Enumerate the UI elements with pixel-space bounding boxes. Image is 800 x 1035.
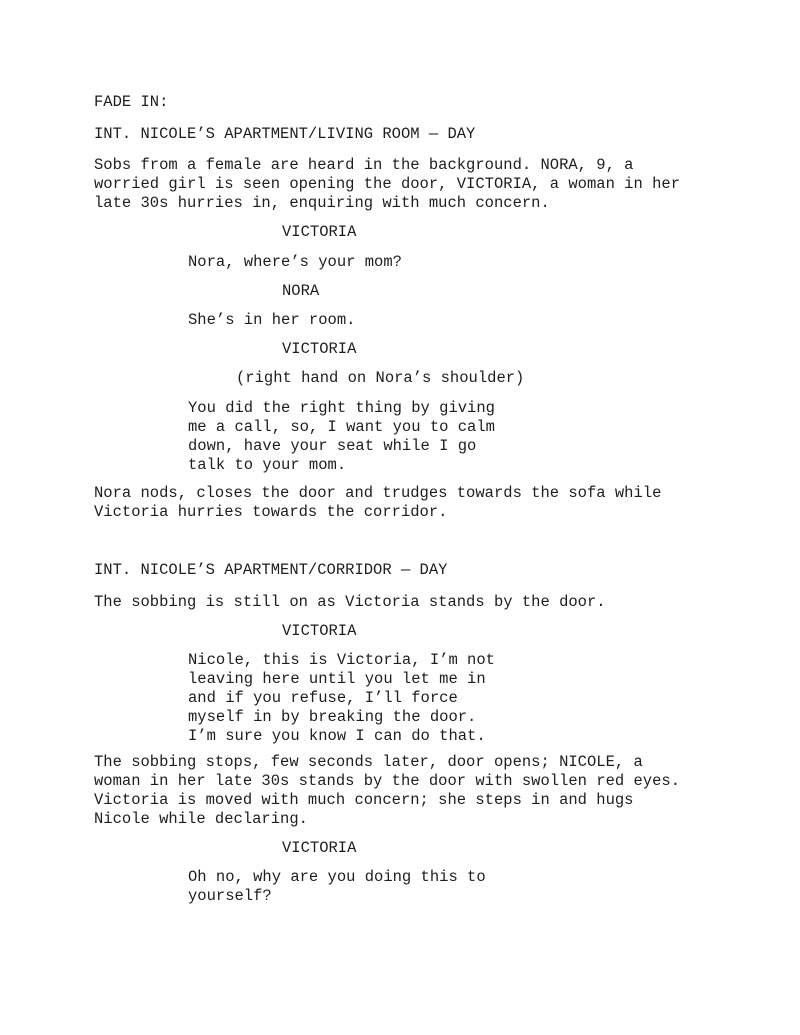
text-line: myself in by breaking the door. xyxy=(188,708,477,726)
text-line: You did the right thing by giving xyxy=(188,399,495,417)
text-line: Nora nods, closes the door and trudges towards the sofa while xyxy=(94,484,662,502)
action-block xyxy=(94,156,680,213)
parenthetical: (right hand on Nora’s shoulder) xyxy=(236,369,525,387)
dialogue-block xyxy=(188,868,486,906)
character-name: NORA xyxy=(282,282,320,300)
text-line: She’s in her room. xyxy=(188,311,356,329)
scene-heading-corridor: INT. NICOLE’S APARTMENT/CORRIDOR — DAY xyxy=(94,561,448,579)
dialogue-block xyxy=(188,253,402,272)
dialogue-block xyxy=(188,311,355,330)
text-line: Nicole, this is Victoria, I’m not xyxy=(188,651,495,669)
text-line: me a call, so, I want you to calm xyxy=(188,418,495,436)
text-line: Victoria is moved with much concern; she steps in and hugs xyxy=(94,791,634,809)
text-line: Nicole while declaring. xyxy=(94,810,308,828)
dialogue-block xyxy=(188,399,495,475)
text-line: leaving here until you let me in xyxy=(188,670,486,688)
text-line: woman in her late 30s stands by the door with swollen red eyes. xyxy=(94,772,680,790)
text-line: down, have your seat while I go xyxy=(188,437,477,455)
character-name: VICTORIA xyxy=(282,839,357,857)
action-block xyxy=(94,484,661,522)
scene-heading-living-room: INT. NICOLE’S APARTMENT/LIVING ROOM — DAY xyxy=(94,125,476,143)
text-line: The sobbing is still on as Victoria stands by the door. xyxy=(94,593,606,611)
text-line: late 30s hurries in, enquiring with much concern. xyxy=(94,194,550,212)
text-line: Sobs from a female are heard in the background. NORA, 9, a xyxy=(94,156,634,174)
text-line: Oh no, why are you doing this to xyxy=(188,868,486,886)
action-block xyxy=(94,593,606,612)
character-name: VICTORIA xyxy=(282,223,357,241)
text-line: Nora, where’s your mom? xyxy=(188,253,402,271)
dialogue-block xyxy=(188,651,495,746)
character-name: VICTORIA xyxy=(282,340,357,358)
text-line: talk to your mom. xyxy=(188,456,347,474)
transition: FADE IN: xyxy=(94,93,169,111)
text-line: Victoria hurries towards the corridor. xyxy=(94,503,448,521)
text-line: The sobbing stops, few seconds later, door opens; NICOLE, a xyxy=(94,753,643,771)
action-block xyxy=(94,753,680,829)
text-line: I’m sure you know I can do that. xyxy=(188,727,486,745)
character-name: VICTORIA xyxy=(282,622,357,640)
text-line: yourself? xyxy=(188,887,272,905)
text-line: worried girl is seen opening the door, VICTORIA, a woman in her xyxy=(94,175,680,193)
text-line: and if you refuse, I’ll force xyxy=(188,689,458,707)
